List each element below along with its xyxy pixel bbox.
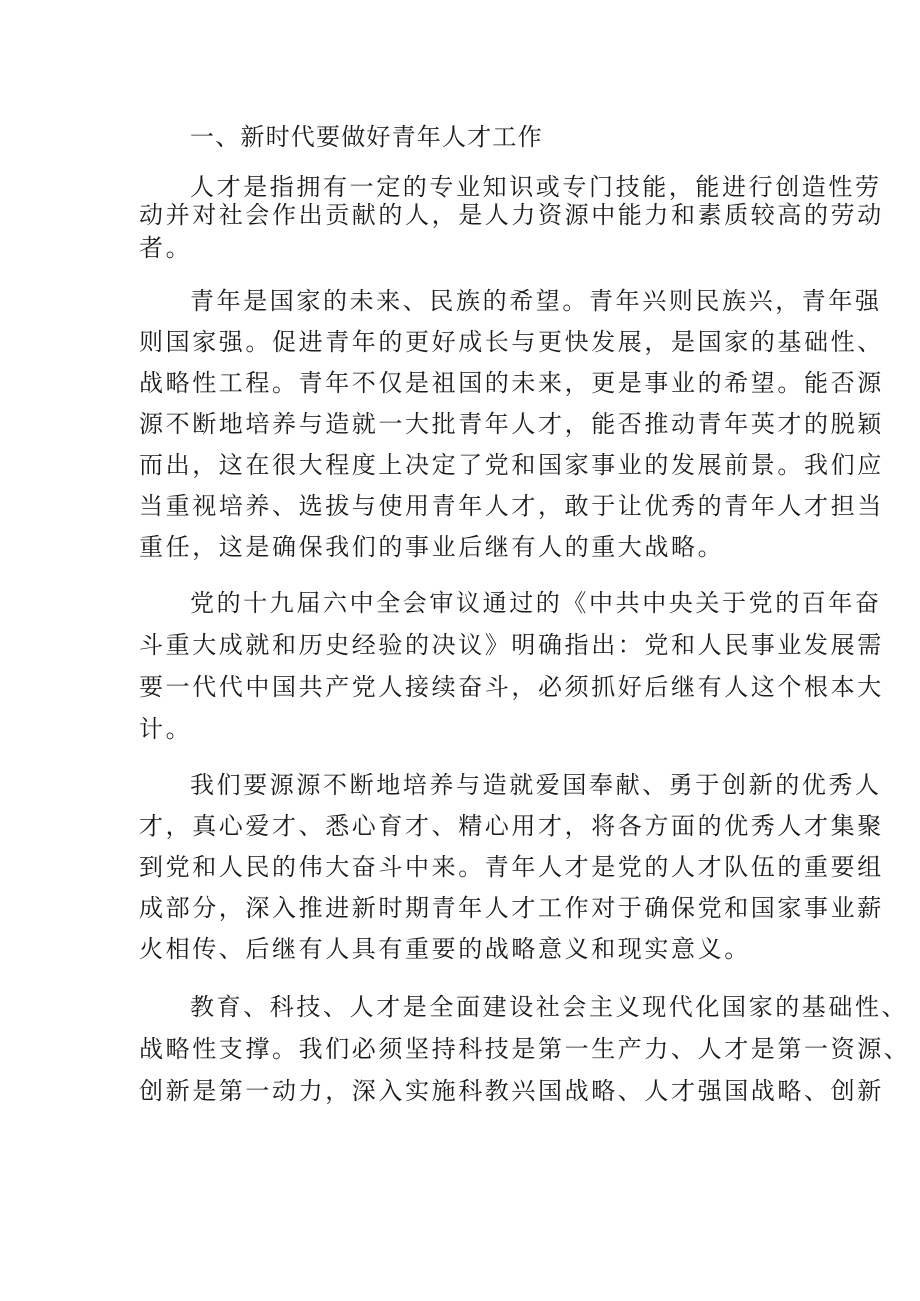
paragraph-1-line-1: 人才是指拥有一定的专业知识或专门技能，能进行创造性劳 <box>190 173 882 201</box>
paragraph-2-line-6: 当重视培养、选拔与使用青年人才，敢于让优秀的青年人才担当 <box>139 492 884 520</box>
paragraph-5-line-1: 教育、科技、人才是全面建设社会主义现代化国家的基础性、 <box>190 993 909 1021</box>
paragraph-3-line-4: 计。 <box>139 715 193 743</box>
paragraph-5-line-3: 创新是第一动力，深入实施科教兴国战略、人才强国战略、创新 <box>139 1077 884 1105</box>
paragraph-3-line-2: 斗重大成就和历史经验的决议》明确指出：党和人民事业发展需 <box>139 631 884 659</box>
section-heading: 一、新时代要做好青年人才工作 <box>190 123 543 151</box>
paragraph-2-line-7: 重任，这是确保我们的事业后继有人的重大战略。 <box>139 533 725 561</box>
paragraph-4-line-1: 我们要源源不断地培养与造就爱国奉献、勇于创新的优秀人 <box>190 771 882 799</box>
paragraph-2-line-5: 而出，这在很大程度上决定了党和国家事业的发展前景。我们应 <box>139 451 884 479</box>
paragraph-5-line-2: 战略性支撑。我们必须坚持科技是第一生产力、人才是第一资源、 <box>139 1035 911 1063</box>
paragraph-1-line-2: 动并对社会作出贡献的人，是人力资源中能力和素质较高的劳动 <box>139 201 884 229</box>
paragraph-1-line-3: 者。 <box>139 234 193 262</box>
paragraph-3-line-3: 要一代代中国共产党人接续奋斗，必须抓好后继有人这个根本大 <box>139 673 884 701</box>
paragraph-2-line-4: 源不断地培养与造就一大批青年人才，能否推动青年英才的脱颖 <box>139 410 884 438</box>
paragraph-2-line-1: 青年是国家的未来、民族的希望。青年兴则民族兴，青年强 <box>190 287 882 315</box>
paragraph-3-line-1: 党的十九届六中全会审议通过的《中共中央关于党的百年奋 <box>190 589 882 617</box>
paragraph-4-line-2: 才，真心爱才、悉心育才、精心用才，将各方面的优秀人才集聚 <box>139 812 884 840</box>
paragraph-2-line-3: 战略性工程。青年不仅是祖国的未来，更是事业的希望。能否源 <box>139 369 884 397</box>
paragraph-4-line-5: 火相传、后继有人具有重要的战略意义和现实意义。 <box>139 935 751 963</box>
paragraph-4-line-4: 成部分，深入推进新时期青年人才工作对于确保党和国家事业薪 <box>139 894 884 922</box>
paragraph-4-line-3: 到党和人民的伟大奋斗中来。青年人才是党的人才队伍的重要组 <box>139 853 884 881</box>
paragraph-2-line-2: 则国家强。促进青年的更好成长与更快发展，是国家的基础性、 <box>139 328 884 356</box>
